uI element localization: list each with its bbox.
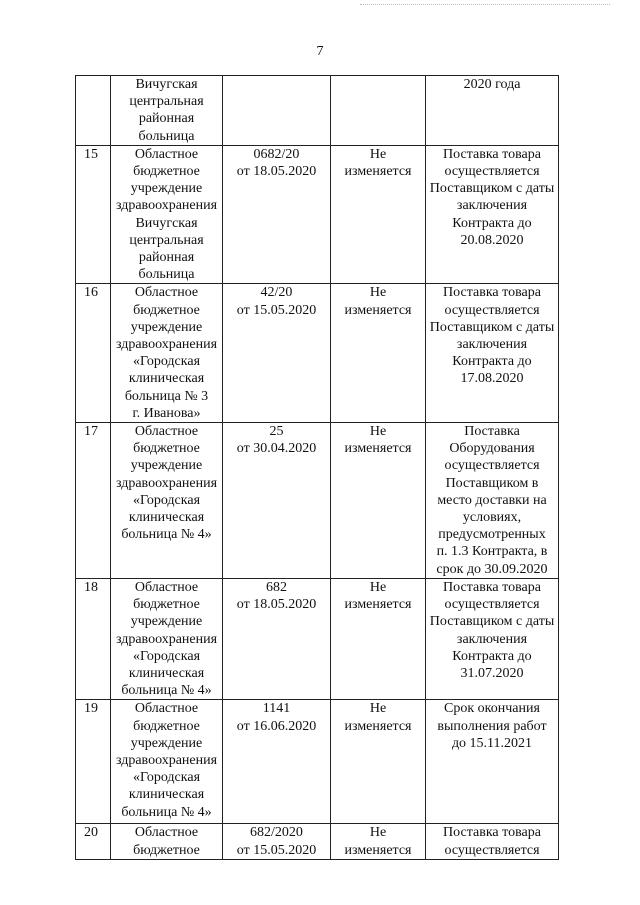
cell-org: Областное бюджетное учреждение здравоохранения Вичугская центральная районная больница bbox=[111, 145, 223, 284]
cell-term: Поставка товара осуществляется bbox=[426, 824, 559, 860]
cell-term: Поставка товара осуществляется Поставщиком с даты заключения Контракта до 20.08.2020 bbox=[426, 145, 559, 284]
cell-num: 17 bbox=[76, 423, 111, 579]
cell-change bbox=[331, 76, 426, 146]
cell-term: Поставка товара осуществляется Поставщиком с даты заключения Контракта до 17.08.2020 bbox=[426, 284, 559, 423]
cell-change: Не изменяется bbox=[331, 700, 426, 824]
cell-change: Не изменяется bbox=[331, 423, 426, 579]
cell-contract: 1141 от 16.06.2020 bbox=[223, 700, 331, 824]
table-row bbox=[76, 423, 559, 579]
cell-num: 20 bbox=[76, 824, 111, 860]
cell-num: 19 bbox=[76, 700, 111, 824]
scan-artifact bbox=[360, 4, 610, 7]
cell-org: Областное бюджетное учреждение здравоохранения «Городская клиническая больница № 4» bbox=[111, 423, 223, 579]
cell-contract: 25 от 30.04.2020 bbox=[223, 423, 331, 579]
cell-term: Поставка Оборудования осуществляется Поставщиком в место доставки на условиях, предусмотренных п. 1.3 Контракта, в срок до 30.09.2020 bbox=[426, 423, 559, 579]
cell-org: Вичугская центральная районная больница bbox=[111, 76, 223, 146]
cell-term: 2020 года bbox=[426, 76, 559, 146]
cell-term: Поставка товара осуществляется Поставщиком с даты заключения Контракта до 31.07.2020 bbox=[426, 578, 559, 699]
cell-change: Не изменяется bbox=[331, 145, 426, 284]
cell-org: Областное бюджетное учреждение здравоохранения «Городская клиническая больница № 3 г. Иванова» bbox=[111, 284, 223, 423]
table-row bbox=[76, 145, 559, 284]
cell-term: Срок окончания выполнения работ до 15.11.2021 bbox=[426, 700, 559, 824]
table-row bbox=[76, 578, 559, 699]
cell-num: 15 bbox=[76, 145, 111, 284]
cell-contract: 682/2020 от 15.05.2020 bbox=[223, 824, 331, 860]
cell-change: Не изменяется bbox=[331, 824, 426, 860]
table-row bbox=[76, 824, 559, 860]
cell-num bbox=[76, 76, 111, 146]
table-row bbox=[76, 700, 559, 824]
cell-num: 16 bbox=[76, 284, 111, 423]
contracts-table bbox=[75, 75, 559, 860]
page-number: 7 bbox=[316, 44, 324, 59]
cell-change: Не изменяется bbox=[331, 284, 426, 423]
cell-contract: 682 от 18.05.2020 bbox=[223, 578, 331, 699]
cell-num: 18 bbox=[76, 578, 111, 699]
table-row bbox=[76, 76, 559, 146]
cell-contract bbox=[223, 76, 331, 146]
table-row bbox=[76, 284, 559, 423]
cell-contract: 0682/20 от 18.05.2020 bbox=[223, 145, 331, 284]
cell-org: Областное бюджетное учреждение здравоохранения «Городская клиническая больница № 4» bbox=[111, 700, 223, 824]
cell-org: Областное бюджетное учреждение здравоохранения «Городская клиническая больница № 4» bbox=[111, 578, 223, 699]
cell-org: Областное бюджетное bbox=[111, 824, 223, 860]
cell-contract: 42/20 от 15.05.2020 bbox=[223, 284, 331, 423]
cell-change: Не изменяется bbox=[331, 578, 426, 699]
